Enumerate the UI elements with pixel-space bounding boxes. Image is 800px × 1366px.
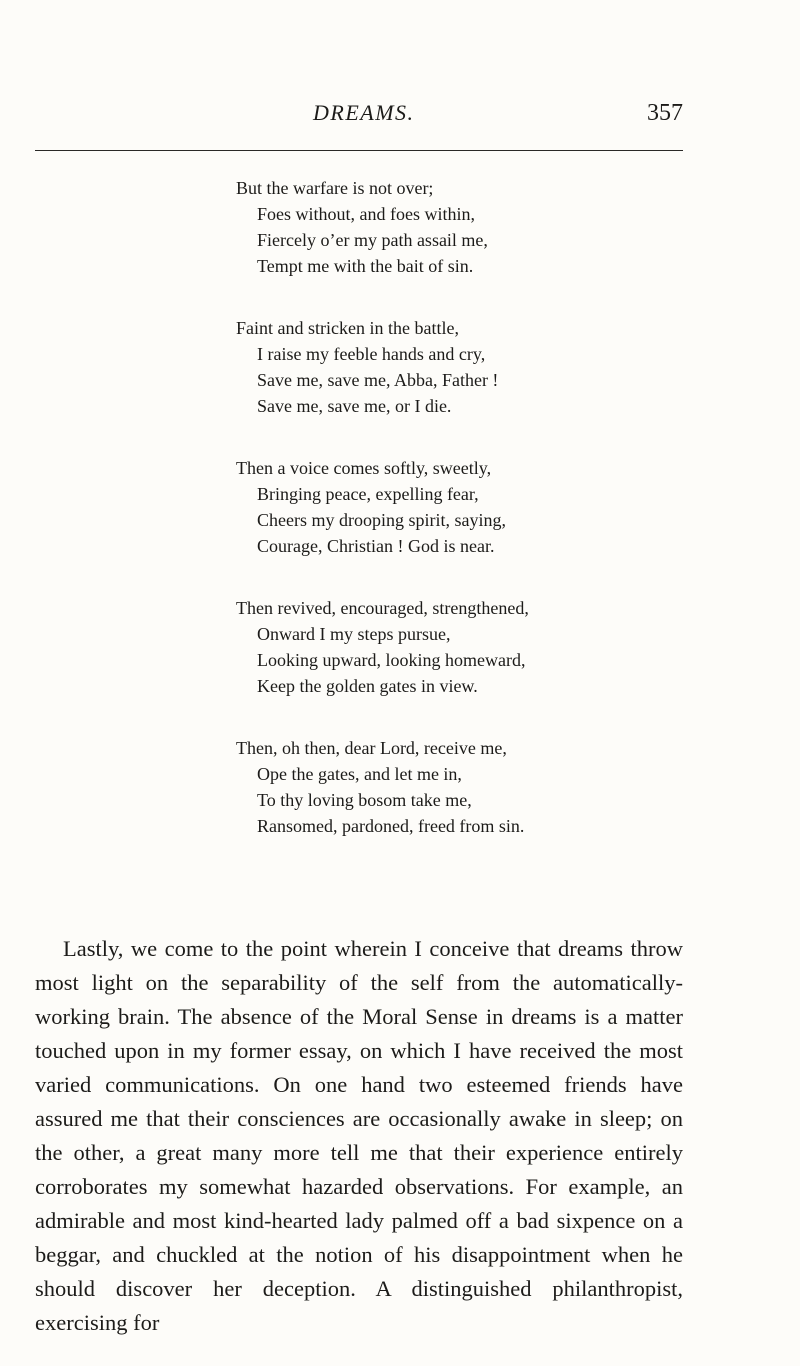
verse-line: Tempt me with the bait of sin. <box>257 256 474 276</box>
running-title: DREAMS. <box>313 100 415 125</box>
stanza-2 <box>0 315 800 419</box>
stanza-5 <box>0 735 800 839</box>
verse-line: Save me, save me, or I die. <box>257 396 452 416</box>
verse-line: Courage, Christian ! God is near. <box>257 536 495 556</box>
verse-line: Then revived, encouraged, strengthened, <box>236 598 529 618</box>
verse-line: Then a voice comes softly, sweetly, <box>236 458 492 478</box>
verse-line: Bringing peace, expelling fear, <box>257 484 479 504</box>
verse-line: Ransomed, pardoned, freed from sin. <box>257 816 525 836</box>
verse-line: Foes without, and foes within, <box>257 204 475 224</box>
running-head <box>0 100 800 136</box>
stanza-3 <box>0 455 800 559</box>
verse-line: Save me, save me, Abba, Father ! <box>257 370 499 390</box>
verse-line: Cheers my drooping spirit, saying, <box>257 510 506 530</box>
verse-line: I raise my feeble hands and cry, <box>257 344 486 364</box>
page-number: 357 <box>647 100 683 126</box>
stanza-4 <box>0 595 800 699</box>
verse-line: But the warfare is not over; <box>236 178 434 198</box>
verse-line: Looking upward, looking homeward, <box>257 650 526 670</box>
verse-line: Fiercely o’er my path assail me, <box>257 230 488 250</box>
verse-line: Ope the gates, and let me in, <box>257 764 462 784</box>
poem <box>0 175 800 875</box>
header-rule <box>35 150 683 151</box>
verse-line: Then, oh then, dear Lord, receive me, <box>236 738 507 758</box>
verse-line: Keep the golden gates in view. <box>257 676 478 696</box>
stanza-1 <box>0 175 800 279</box>
body-paragraph: Lastly, we come to the point wherein I conceive that dreams throw most light on the separability of the self from the automatically-working brain. The absence of the Moral Sense in dreams is a matter touched upon in my former essay, on which I have received the most varied communications. On one hand two esteemed friends have assured me that their consciences are occasionally awake in sleep; on the other, a great many more tell me that their experience entirely corroborates my somewhat hazarded observations. For example, an admirable and most kind-hearted lady palmed off a bad sixpence on a beggar, and chuckled at the notion of his disappointment when he should discover her deception. A distinguished philanthropist, exercising for <box>35 936 683 1335</box>
verse-line: To thy loving bosom take me, <box>257 790 472 810</box>
verse-line: Onward I my steps pursue, <box>257 624 451 644</box>
verse-line: Faint and stricken in the battle, <box>236 318 459 338</box>
